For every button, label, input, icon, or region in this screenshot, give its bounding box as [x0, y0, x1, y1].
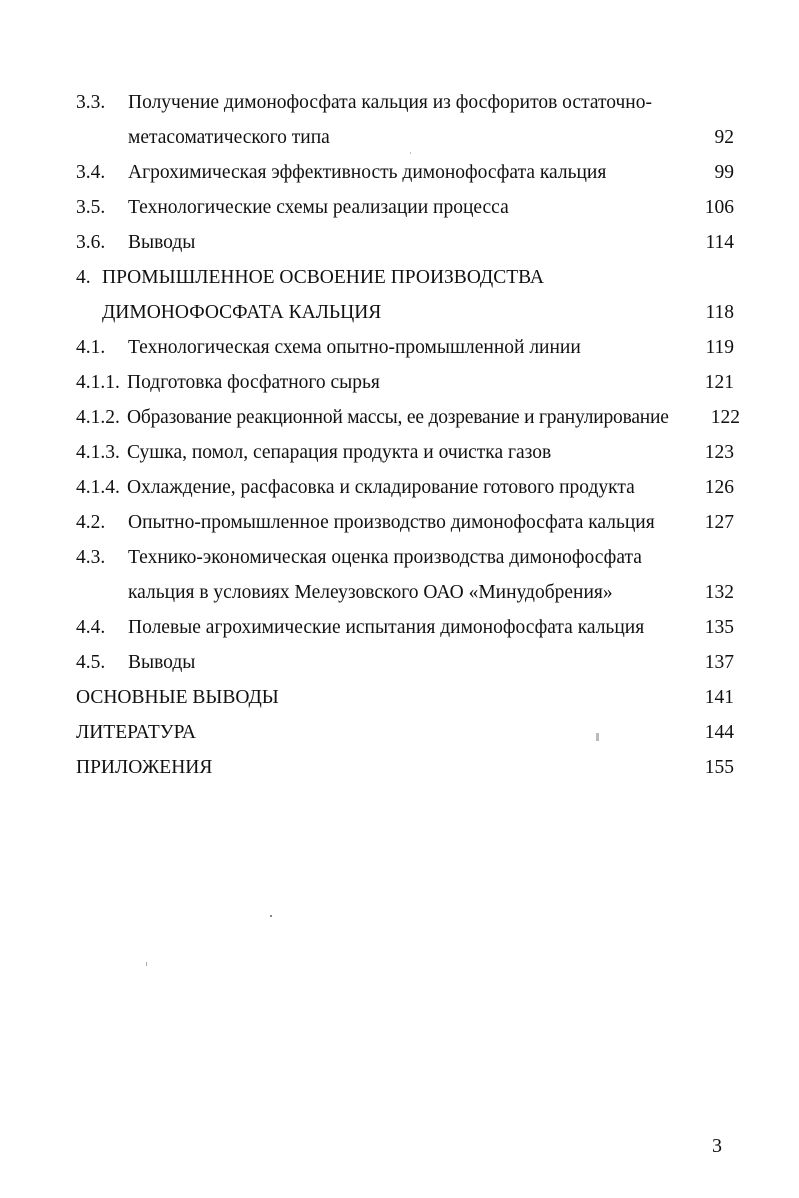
toc-entry-title: Агрохимическая эффективность димонофосфата кальция	[128, 162, 607, 183]
toc-entry-title: Образование реакционной массы, ее дозревание и гранулирование	[127, 407, 669, 428]
toc-entry-number: 3.3.	[76, 92, 106, 113]
toc-entry-title: Полевые агрохимические испытания димонофосфата кальция	[128, 617, 645, 638]
toc-entry-number: 4.3.	[76, 547, 106, 568]
toc-entry-4-1-3	[0, 438, 799, 468]
toc-entry-page: 155	[704, 757, 734, 778]
toc-entry-number: 4.4.	[76, 617, 106, 638]
toc-entry-title: Охлаждение, расфасовка и складирование готового продукта	[127, 477, 635, 498]
toc-entry-4-1-2	[0, 403, 799, 433]
toc-entry-page: 119	[705, 337, 734, 358]
scan-speck	[270, 915, 272, 917]
toc-entry-3-6	[0, 228, 799, 258]
toc-entry-3-3-continued	[0, 123, 799, 153]
toc-entry-title: метасоматического типа	[128, 127, 330, 148]
toc-entry-3-5	[0, 193, 799, 223]
toc-entry-page: 127	[704, 512, 734, 533]
toc-entry-4-3-continued	[0, 578, 799, 608]
toc-entry-number: 4.2.	[76, 512, 106, 533]
toc-entry-title: Технологические схемы реализации процесса	[128, 197, 509, 218]
toc-entry-4-4	[0, 613, 799, 643]
toc-entry-4-2	[0, 508, 799, 538]
toc-entry-page: 126	[704, 477, 734, 498]
toc-entry-3-3	[0, 88, 799, 118]
toc-entry-page: 92	[714, 127, 734, 148]
toc-entry-page: 144	[704, 722, 734, 743]
toc-entry-4-continued	[0, 298, 799, 328]
toc-entry-4-5	[0, 648, 799, 678]
toc-entry-page: 137	[704, 652, 734, 673]
toc-entry-title: ЛИТЕРАТУРА	[76, 722, 196, 743]
scan-speck	[596, 733, 599, 741]
toc-entry-page: 121	[704, 372, 734, 393]
toc-entry-conclusions	[0, 683, 799, 713]
toc-entry-title: ОСНОВНЫЕ ВЫВОДЫ	[76, 687, 279, 708]
toc-entry-page: 106	[704, 197, 734, 218]
toc-entry-4-1	[0, 333, 799, 363]
scan-speck	[410, 152, 411, 154]
toc-entry-number: 3.4.	[76, 162, 106, 183]
toc-entry-number: 4.1.2.	[76, 407, 120, 428]
toc-entry-number: 4.1.	[76, 337, 106, 358]
toc-entry-number: 4.	[76, 267, 91, 288]
toc-entry-number: 4.1.1.	[76, 372, 120, 393]
page-number: 3	[712, 1135, 722, 1157]
toc-entry-title: ПРОМЫШЛЕННОЕ ОСВОЕНИЕ ПРОИЗВОДСТВА	[102, 267, 545, 288]
toc-entry-number: 3.5.	[76, 197, 106, 218]
toc-entry-page: 135	[704, 617, 734, 638]
toc-entry-title: Сушка, помол, сепарация продукта и очистка газов	[127, 442, 552, 463]
toc-entry-page: 123	[704, 442, 734, 463]
scan-speck	[146, 962, 147, 966]
toc-entry-title: Технологическая схема опытно-промышленной линии	[128, 337, 581, 358]
toc-entry-number: 4.1.3.	[76, 442, 120, 463]
toc-entry-title: Подготовка фосфатного сырья	[127, 372, 380, 393]
toc-entry-4-1-4	[0, 473, 799, 503]
toc-entry-page: 118	[705, 302, 734, 323]
toc-entry-4-3	[0, 543, 799, 573]
toc-entry-title: Опытно-промышленное производство димонофосфата кальция	[128, 512, 655, 533]
toc-entry-appendices	[0, 753, 799, 783]
toc-entry-number: 4.5.	[76, 652, 106, 673]
toc-entry-page: 141	[704, 687, 734, 708]
toc-entry-page: 99	[714, 162, 734, 183]
toc-entry-literature	[0, 718, 799, 748]
toc-entry-4	[0, 263, 799, 293]
toc-entry-title: Получение димонофосфата кальция из фосфоритов остаточно-	[128, 92, 652, 113]
toc-entry-number: 4.1.4.	[76, 477, 120, 498]
toc-entry-title: Выводы	[128, 232, 196, 253]
toc-entry-number: 3.6.	[76, 232, 106, 253]
toc-entry-title: Технико-экономическая оценка производства димонофосфата	[128, 547, 642, 568]
toc-entry-title: Выводы	[128, 652, 196, 673]
toc-entry-page: 132	[704, 582, 734, 603]
toc-entry-title: ДИМОНОФОСФАТА КАЛЬЦИЯ	[102, 302, 382, 323]
toc-entry-3-4	[0, 158, 799, 188]
toc-entry-4-1-1	[0, 368, 799, 398]
toc-entry-page: 114	[705, 232, 734, 253]
toc-entry-title: кальция в условиях Мелеузовского ОАО «Минудобрения»	[128, 582, 613, 603]
toc-entry-page: 122	[710, 407, 740, 428]
toc-entry-title: ПРИЛОЖЕНИЯ	[76, 757, 213, 778]
